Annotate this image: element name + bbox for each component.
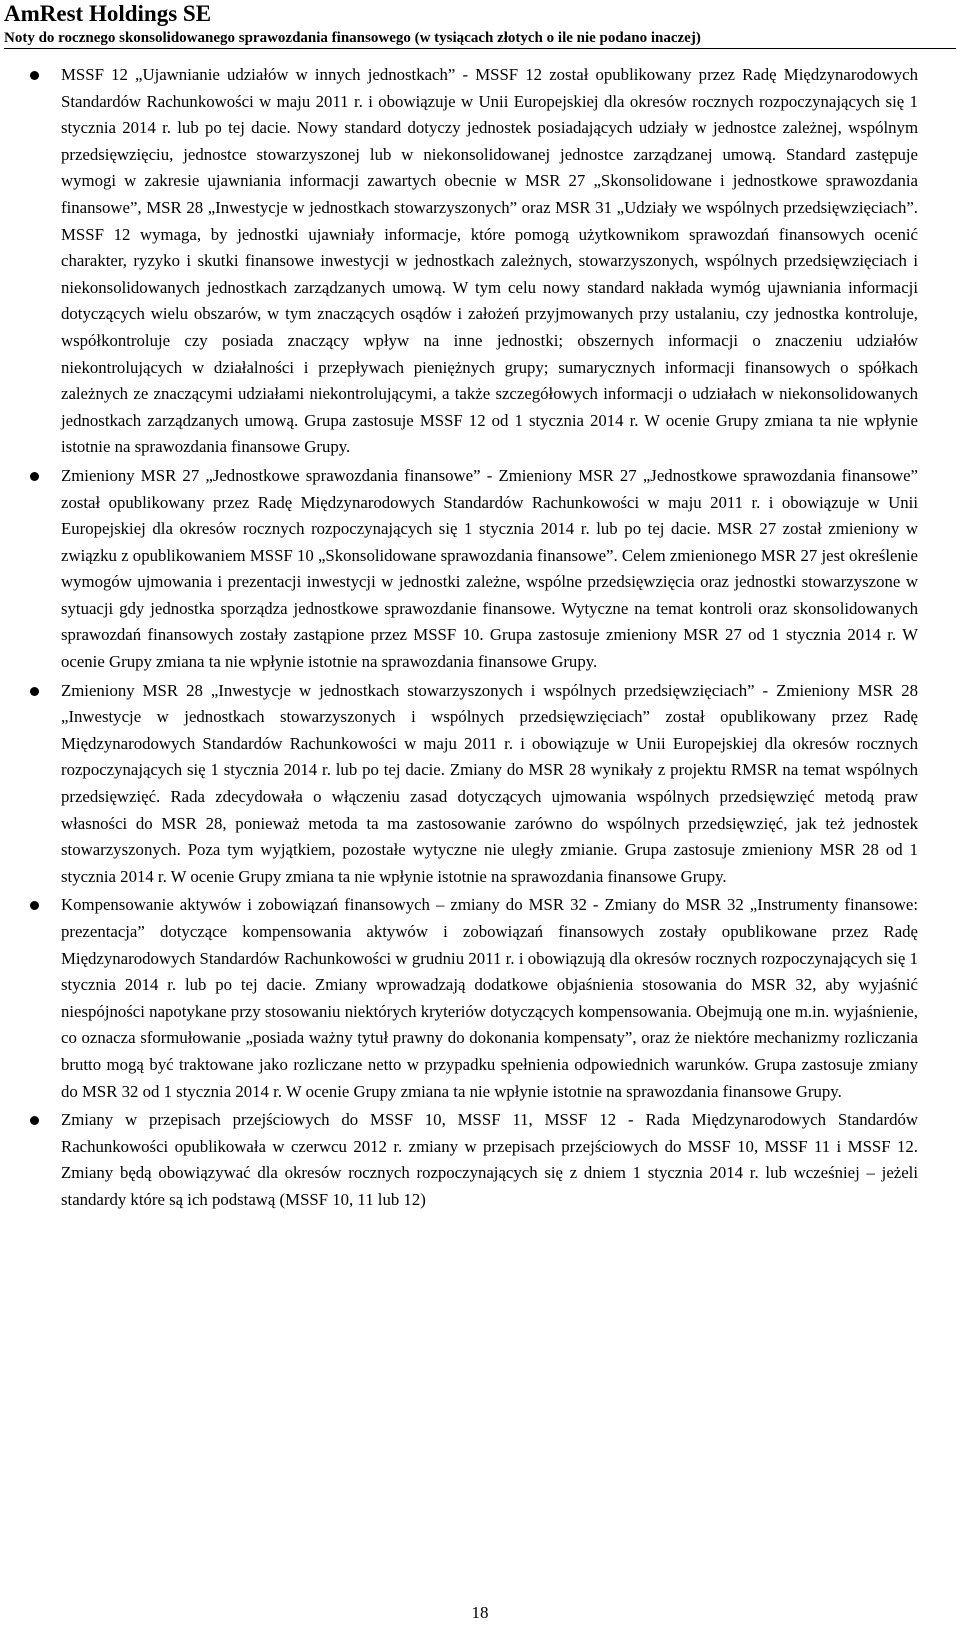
bullet-list: [28, 62, 918, 1214]
list-item: [28, 1107, 918, 1213]
bullet-icon: [30, 472, 39, 481]
header-divider: [4, 48, 956, 49]
bullet-icon: [30, 1116, 39, 1125]
document-body: [28, 62, 918, 1216]
bullet-icon: [30, 901, 39, 910]
bullet-icon: [30, 71, 39, 80]
paragraph-text: MSSF 12 „Ujawnianie udziałów w innych jednostkach” - MSSF 12 został opublikowany przez Radę Międzynarodowych Standardów Rachunkowości w maju 2011 r. i obowiązuje w Unii Europejskiej dla okresów rocznych rozpoczynających się 1 stycznia 2014 r. lub po tej dacie. Nowy standard dotyczy jednostek posiadających udziały w jednostce zależnej, wspólnym przedsięwzięciu, jednostce stowarzyszonej lub w niekonsolidowanej jednostce zarządzanej umową. Standard zastępuje wymogi w zakresie ujawniania informacji zawartych obecnie w MSR 27 „Skonsolidowane i jednostkowe sprawozdania finansowe”, MSR 28 „Inwestycje w jednostkach stowarzyszonych” oraz MSR 31 „Udziały we wspólnych przedsięwzięciach”. MSSF 12 wymaga, by jednostki ujawniały informacje, które pomogą użytkownikom sprawozdań finansowych ocenić charakter, ryzyko i skutki finansowe inwestycji w jednostkach zależnych, stowarzyszonych, wspólnych przedsięwzięciach i niekonsolidowanych jednostkach zarządzanych umową. W tym celu nowy standard nakłada wymóg ujawniania informacji dotyczących wielu obszarów, w tym znaczących osądów i założeń przyjmowanych przy ustalaniu, czy jednostka kontroluje, współkontroluje czy posiada znaczący wpływ na inne jednostki; obszernych informacji o znaczeniu udziałów niekontrolujących w działalności i przepływach pieniężnych grupy; sumarycznych informacji finansowych o spółkach zależnych ze znaczącymi udziałami niekontrolującymi, a także szczegółowych informacji o udziałach w niekonsolidowanych jednostkach zarządzanych umową. Grupa zastosuje MSSF 12 od 1 stycznia 2014 r. W ocenie Grupy zmiana ta nie wpłynie istotnie na sprawozdania finansowe Grupy.: [61, 65, 918, 457]
bullet-icon: [30, 687, 39, 696]
paragraph-text: Zmiany w przepisach przejściowych do MSSF 10, MSSF 11, MSSF 12 - Rada Międzynarodowych Standardów Rachunkowości opublikowała w czerwcu 2012 r. zmiany w przepisach przejściowych do MSSF 10, MSSF 11 i MSSF 12. Zmiany będą obowiązywać dla okresów rocznych rozpoczynających się z dniem 1 stycznia 2014 r. lub wcześniej – jeżeli standardy które są ich podstawą (MSSF 10, 11 lub 12): [61, 1110, 918, 1209]
page-number: 18: [471, 1603, 489, 1622]
list-item: [28, 62, 918, 461]
list-item: [28, 892, 918, 1105]
page-header: [4, 0, 956, 47]
company-name: AmRest Holdings SE: [4, 1, 212, 26]
paragraph-text: Zmieniony MSR 28 „Inwestycje w jednostkach stowarzyszonych i wspólnych przedsięwzięciach” - Zmieniony MSR 28 „Inwestycje w jednostkach stowarzyszonych i wspólnych przedsięwzięciach” został opublikowany przez Radę Międzynarodowych Standardów Rachunkowości w maju 2011 r. i obowiązuje w Unii Europejskiej dla okresów rocznych rozpoczynających się 1 stycznia 2014 r. lub po tej dacie. Zmiany do MSR 28 wynikały z projektu RMSR na temat wspólnych przedsięwzięć. Rada zdecydowała o włączeniu zasad dotyczących ujmowania wspólnych przedsięwzięć metodą praw własności do MSR 28, ponieważ metoda ta ma zastosowanie zarówno do wspólnych przedsięwzięć, jak też jednostek stowarzyszonych. Poza tym wyjątkiem, pozostałe wytyczne nie uległy zmianie. Grupa zastosuje zmieniony MSR 28 od 1 stycznia 2014 r. W ocenie Grupy zmiana ta nie wpłynie istotnie na sprawozdania finansowe Grupy.: [61, 680, 918, 886]
list-item: [28, 678, 918, 891]
document-subtitle: Noty do rocznego skonsolidowanego sprawozdania finansowego (w tysiącach złotych o ile nie podano inaczej): [4, 30, 701, 46]
list-item: [28, 463, 918, 676]
paragraph-text: Zmieniony MSR 27 „Jednostkowe sprawozdania finansowe” - Zmieniony MSR 27 „Jednostkowe sprawozdania finansowe” został opublikowany przez Radę Międzynarodowych Standardów Rachunkowości w maju 2011 r. i obowiązuje w Unii Europejskiej dla okresów rocznych rozpoczynających się 1 stycznia 2014 r. lub po tej dacie. MSR 27 został zmieniony w związku z opublikowaniem MSSF 10 „Skonsolidowane sprawozdania finansowe”. Celem zmienionego MSR 27 jest określenie wymogów ujmowania i prezentacji inwestycji w jednostki zależne, wspólne przedsięwzięcia oraz jednostki stowarzyszone w sytuacji gdy jednostka sporządza jednostkowe sprawozdanie finansowe. Wytyczne na temat kontroli oraz skonsolidowanych sprawozdań finansowych zostały zastąpione przez MSSF 10. Grupa zastosuje zmieniony MSR 27 od 1 stycznia 2014 r. W ocenie Grupy zmiana ta nie wpłynie istotnie na sprawozdania finansowe Grupy.: [61, 465, 918, 672]
paragraph-text: Kompensowanie aktywów i zobowiązań finansowych – zmiany do MSR 32 - Zmiany do MSR 32 „Instrumenty finansowe: prezentacja” dotyczące kompensowania aktywów i zobowiązań finansowych zostały opublikowane przez Radę Międzynarodowych Standardów Rachunkowości w grudniu 2011 r. i obowiązują dla okresów rocznych rozpoczynających się 1 stycznia 2014 r. lub po tej dacie. Zmiany wprowadzają dodatkowe objaśnienia stosowania do MSR 32, aby wyjaśnić niespójności napotykane przy stosowaniu niektórych kryteriów dotyczących kompensowania. Obejmują one m.in. wyjaśnienie, co oznacza sformułowanie „posiada ważny tytuł prawny do dokonania kompensaty”, oraz że niektóre mechanizmy rozliczania brutto mogą być traktowane jako rozliczane netto w przypadku spełnienia odpowiednich warunków. Grupa zastosuje zmiany do MSR 32 od 1 stycznia 2014 r. W ocenie Grupy zmiana ta nie wpłynie istotnie na sprawozdania finansowe Grupy.: [61, 895, 918, 1101]
